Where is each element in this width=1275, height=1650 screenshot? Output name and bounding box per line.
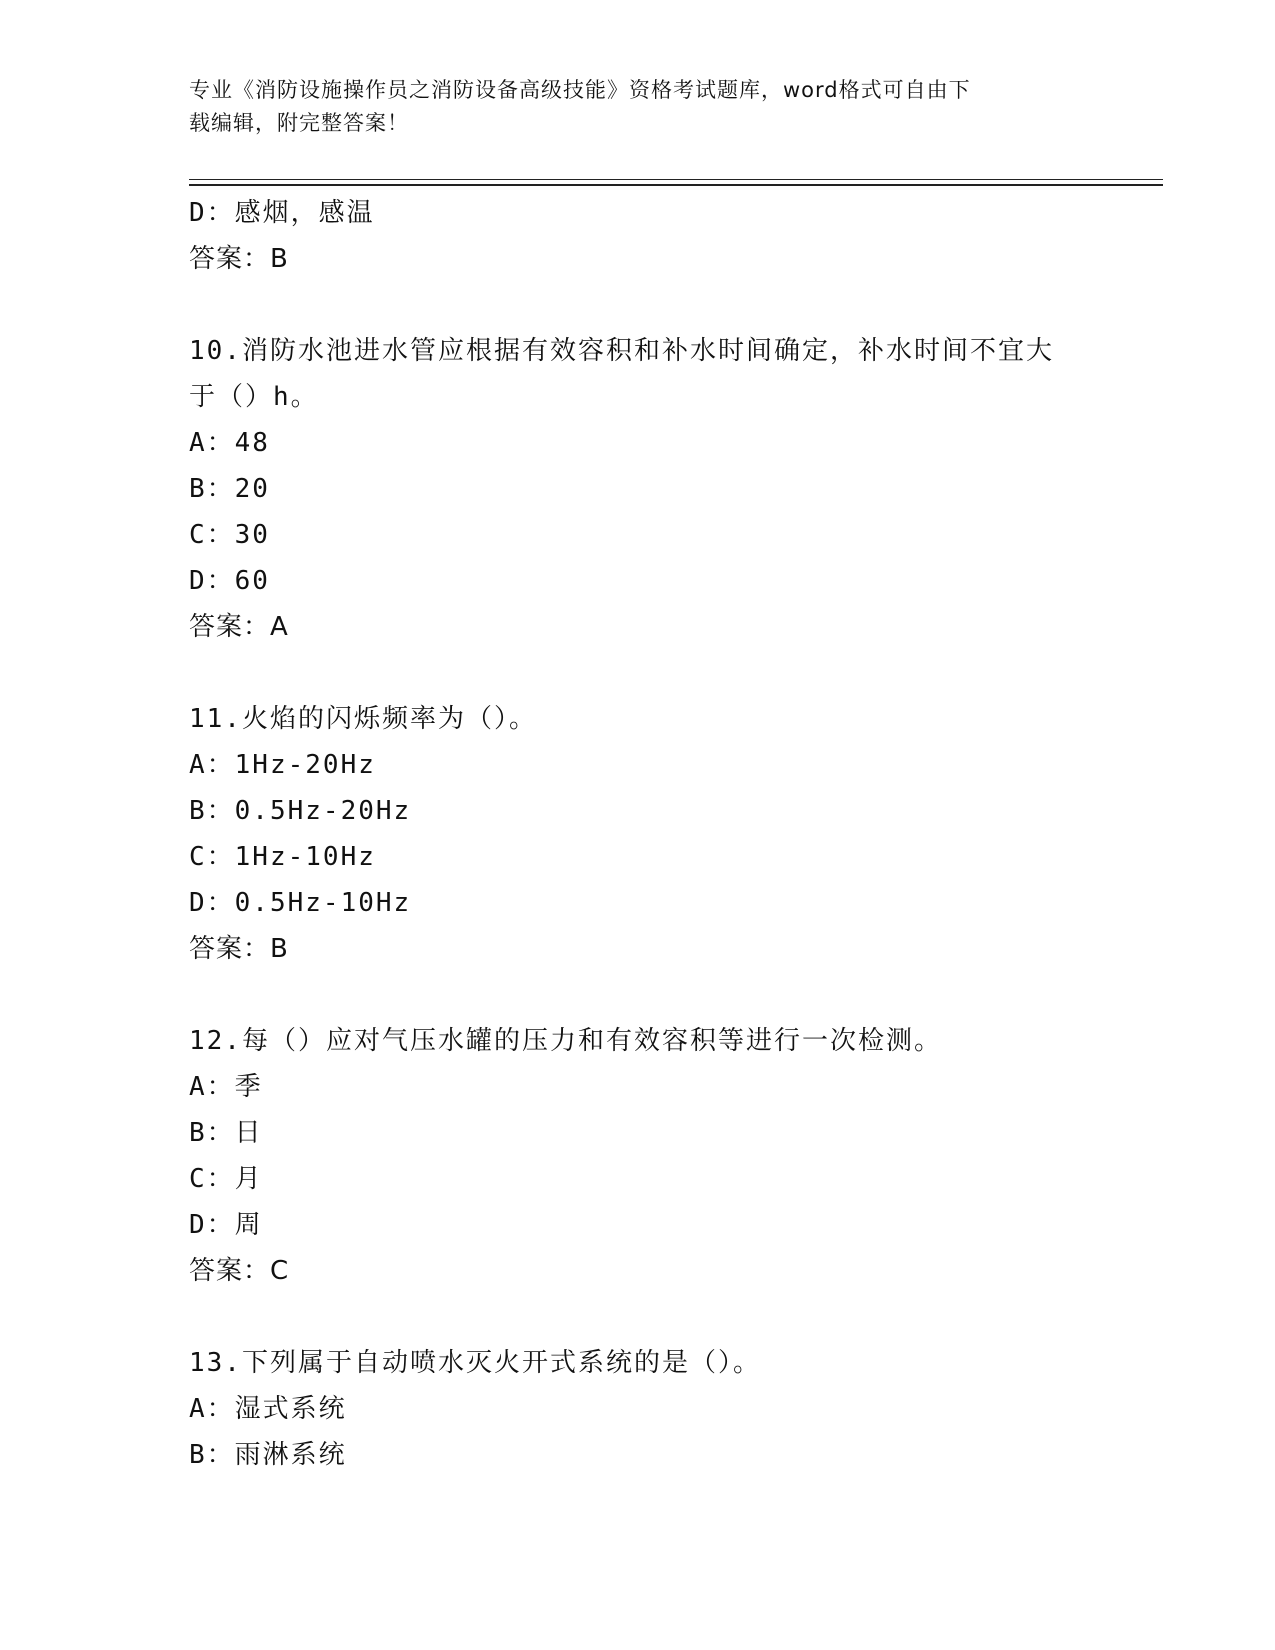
option-a: A：1Hz-20Hz: [189, 750, 376, 780]
spacer: [189, 972, 1149, 1018]
question-block-10: [189, 328, 1149, 650]
header-divider-thick: [189, 184, 1163, 186]
spacer: [189, 282, 1149, 328]
question-block-13: [189, 1340, 1149, 1478]
option-b: B：日: [189, 1118, 263, 1148]
option-d: D：感烟，感温: [189, 198, 375, 228]
option-b: B：雨淋系统: [189, 1440, 347, 1470]
spacer: [189, 1294, 1149, 1340]
question-text: 10.消防水池进水管应根据有效容积和补水时间确定，补水时间不宜大: [189, 336, 1054, 366]
option-d: D：0.5Hz-10Hz: [189, 888, 412, 918]
question-text: 于（）h。: [189, 382, 319, 412]
option-d: D：60: [189, 566, 270, 596]
header-line-1: 专业《消防设施操作员之消防设备高级技能》资格考试题库，word格式可自由下: [189, 78, 971, 102]
header-divider-thin: [189, 179, 1163, 180]
option-c: C：30: [189, 520, 270, 550]
answer-line: 答案：B: [189, 244, 289, 274]
option-a: A：季: [189, 1072, 263, 1102]
option-c: C：1Hz-10Hz: [189, 842, 376, 872]
header-line-2: 载编辑，附完整答案！: [189, 111, 409, 135]
answer-line: 答案：B: [189, 934, 289, 964]
question-content: [189, 190, 1149, 1478]
answer-line: 答案：A: [189, 612, 289, 642]
answer-line: 答案：C: [189, 1256, 290, 1286]
question-block-12: [189, 1018, 1149, 1294]
option-b: B：20: [189, 474, 270, 504]
question-text: 11.火焰的闪烁频率为（）。: [189, 704, 537, 734]
option-d: D：周: [189, 1210, 263, 1240]
page-header: [189, 74, 1089, 140]
question-text: 13.下列属于自动喷水灭火开式系统的是（）。: [189, 1348, 761, 1378]
question-block-9: [189, 190, 1149, 282]
spacer: [189, 650, 1149, 696]
option-b: B：0.5Hz-20Hz: [189, 796, 412, 826]
question-block-11: [189, 696, 1149, 972]
option-c: C：月: [189, 1164, 263, 1194]
option-a: A：48: [189, 428, 270, 458]
option-a: A：湿式系统: [189, 1394, 347, 1424]
question-text: 12.每（）应对气压水罐的压力和有效容积等进行一次检测。: [189, 1026, 942, 1056]
